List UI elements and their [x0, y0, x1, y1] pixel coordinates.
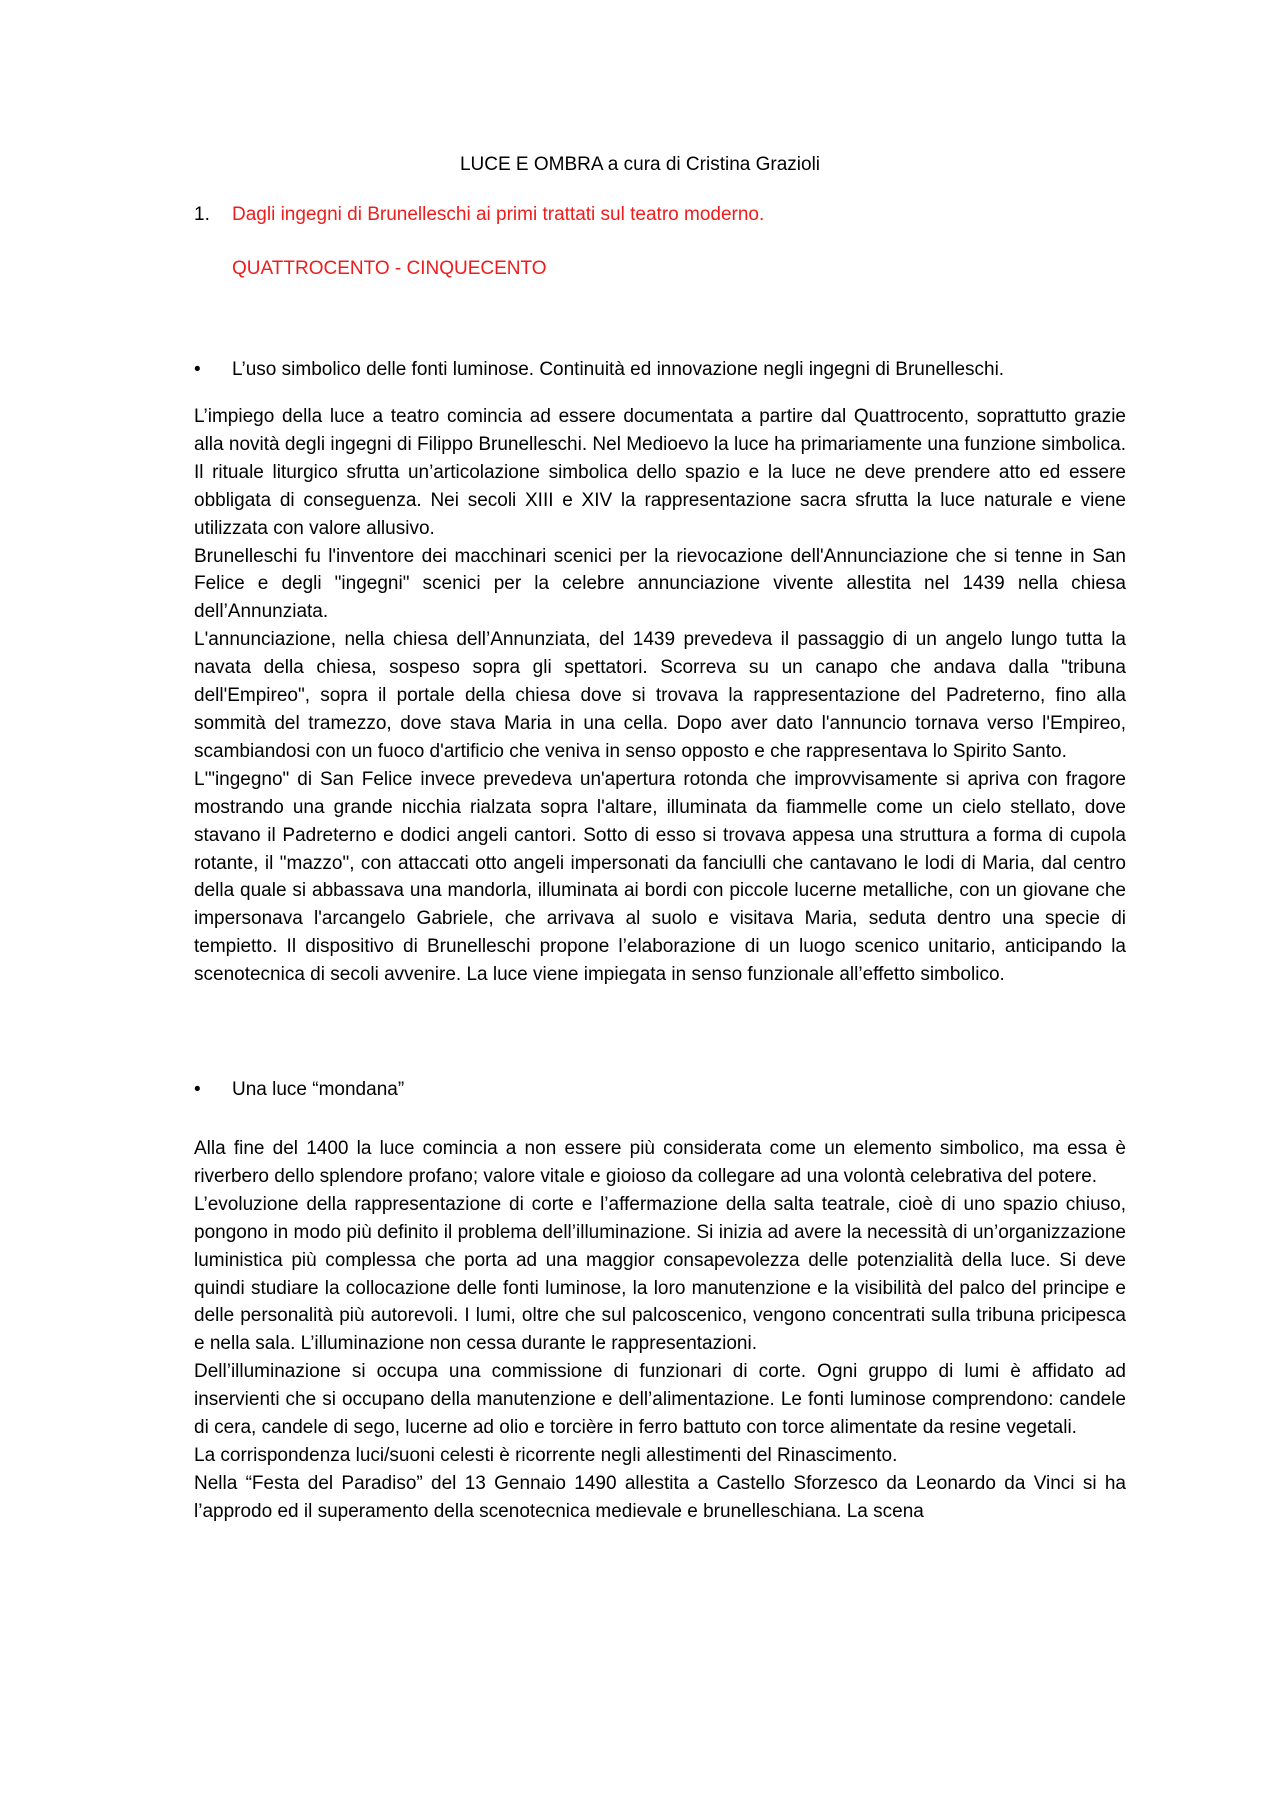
- document-title: LUCE E OMBRA a cura di Cristina Grazioli: [459, 154, 821, 175]
- bullet-text: L’uso simbolico delle fonti luminose. Continuità ed innovazione negli ingegni di Brunelleschi.: [232, 359, 1005, 380]
- paragraph-block-1: [194, 403, 1126, 989]
- paragraph: Alla fine del 1400 la luce comincia a non essere più considerata come un elemento simbolico, ma essa è riverbero dello splendore profano; valore vitale e gioioso da collegare ad una volontà celebrativa del potere.: [194, 1138, 1126, 1187]
- paragraph-block-2: [194, 1135, 1126, 1526]
- paragraph: Dell’illuminazione si occupa una commissione di funzionari di corte. Ogni gruppo di lumi è affidato ad inservienti che si occupano della manutenzione e dell’alimentazione. Le fonti luminose comprendono: candele di cera, candele di sego, lucerne ad olio e torcière in ferro battuto con torce alimentate da resine vegetali.: [194, 1361, 1126, 1439]
- section-number: 1.: [194, 204, 210, 225]
- paragraph: Nella “Festa del Paradiso” del 13 Gennaio 1490 allestita a Castello Sforzesco da Leonardo da Vinci si ha l’approdo ed il superamento della scenotecnica medievale e brunelleschiana. La scena: [194, 1472, 1126, 1522]
- paragraph: L'annunciazione, nella chiesa dell’Annunziata, del 1439 prevedeva il passaggio di un angelo lungo tutta la navata della chiesa, sospeso sopra gli spettatori. Scorreva su un canapo che andava dalla "tribuna dell'Empireo", sopra il portale della chiesa dove si trovava la rappresentazione del Padreterno, fino alla sommità del tramezzo, dove stava Maria in una cella. Dopo aver dato l'annuncio tornava verso l'Empireo, scambiandosi con un fuoco d'artificio che veniva in senso opposto e che rappresentava lo Spirito Santo.: [194, 629, 1126, 762]
- section-heading-text: Dagli ingegni di Brunelleschi ai primi trattati sul teatro moderno.: [232, 204, 765, 225]
- paragraph: L’evoluzione della rappresentazione di corte e l’affermazione della salta teatrale, cioè di uno spazio chiuso, pongono in modo più definito il problema dell’illuminazione. Si inizia ad avere la necessità di un’organizzazione luministica più complessa che porta ad una maggior consapevolezza delle potenzialità della luce. Si deve quindi studiare la collocazione delle fonti luminose, la loro manutenzione e la visibilità del palco del principe e delle personalità più autorevoli. I lumi, oltre che sul palcoscenico, vengono concentrati sulla tribuna pricipesca e nella sala. L’illuminazione non cessa durante le rappresentazioni.: [194, 1193, 1126, 1355]
- paragraph: L'"ingegno" di San Felice invece prevedeva un'apertura rotonda che improvvisamente si apriva con fragore mostrando una grande nicchia rialzata sopra l'altare, illuminata da fiammelle come un cielo stellato, dove stavano il Padreterno e dodici angeli cantori. Sotto di esso si trovava appesa una struttura a forma di cupola rotante, il "mazzo", con attaccati otto angeli impersonati da fanciulli che cantavano le lodi di Maria, dal centro della quale si abbassava una mandorla, illuminata ai bordi con piccole lucerne metalliche, con un giovane che impersonava l'arcangelo Gabriele, che arrivava al suolo e visitava Maria, seduta dentro una specie di tempietto. Il dispositivo di Brunelleschi propone l’elaborazione di un luogo scenico unitario, anticipando la scenotecnica di secoli avvenire. La luce viene impiegata in senso funzionale all’effetto simbolico.: [194, 768, 1126, 986]
- paragraph: Brunelleschi fu l'inventore dei macchinari scenici per la rievocazione dell'Annunciazione che si tenne in San Felice e degli "ingegni" scenici per la celebre annunciazione vivente allestita nel 1439 nella chiesa dell’Annunziata.: [194, 545, 1126, 623]
- bullet-icon: •: [194, 1079, 201, 1100]
- paragraph: La corrispondenza luci/suoni celesti è ricorrente negli allestimenti del Rinascimento.: [194, 1444, 898, 1466]
- bullet-icon: •: [194, 359, 201, 380]
- section-period: QUATTROCENTO - CINQUECENTO: [232, 258, 547, 279]
- bullet-text: Una luce “mondana”: [232, 1079, 405, 1100]
- paragraph: L’impiego della luce a teatro comincia ad essere documentata a partire dal Quattrocento, soprattutto grazie alla novità degli ingegni di Filippo Brunelleschi. Nel Medioevo la luce ha primariamente una funzione simbolica. Il rituale liturgico sfrutta un’articolazione simbolica dello spazio e la luce ne deve prendere atto ed essere obbligata di conseguenza. Nei secoli XIII e XIV la rappresentazione sacra sfrutta la luce naturale e viene utilizzata con valore allusivo.: [194, 406, 1126, 539]
